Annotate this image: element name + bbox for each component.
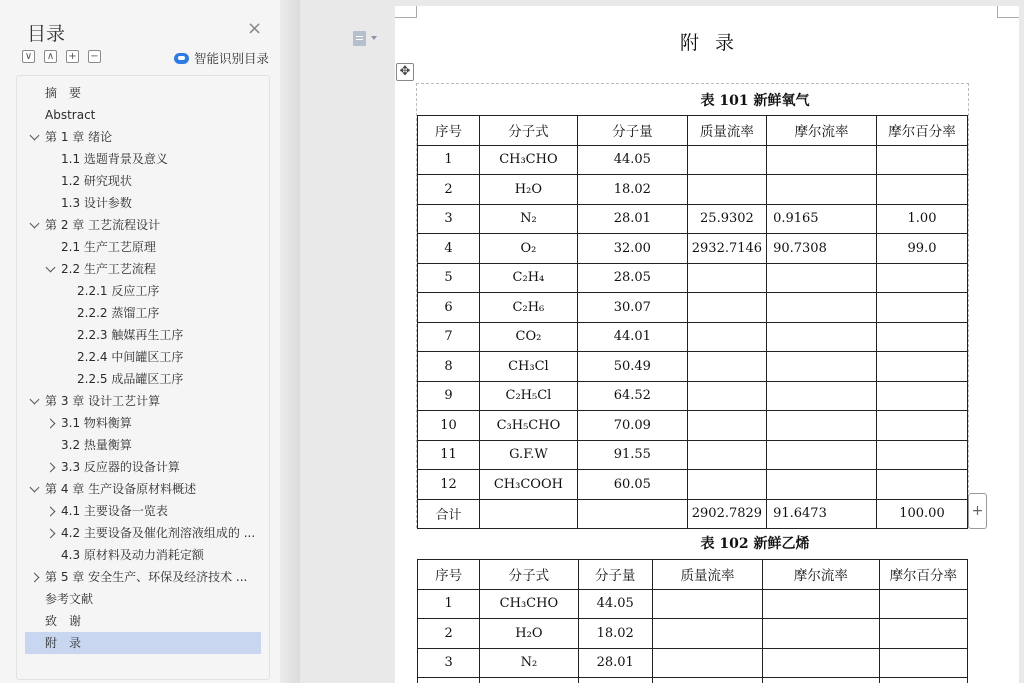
table-cell[interactable]	[479, 499, 577, 529]
table-row	[418, 204, 968, 234]
toc-item-label: 2.2.4 中间罐区工序	[77, 350, 184, 364]
table-cell[interactable]: 91.55	[577, 440, 687, 470]
table-row	[418, 440, 968, 470]
toc-list-box	[16, 75, 270, 680]
margin-corner-mark	[395, 6, 417, 18]
table-cell[interactable]: 7	[418, 322, 480, 352]
table-cell[interactable]: 70.09	[577, 411, 687, 441]
toc-item[interactable]	[17, 214, 269, 236]
table-cell[interactable]	[879, 589, 967, 619]
toc-item[interactable]	[17, 258, 269, 280]
table-cell[interactable]: 合计	[418, 499, 480, 529]
table-cell[interactable]	[652, 589, 762, 619]
chevron-right-icon[interactable]	[46, 463, 56, 473]
table-cell[interactable]: 11	[418, 440, 480, 470]
table-cell[interactable]	[767, 381, 877, 411]
smart-toc-button[interactable]	[174, 49, 269, 67]
table-cell[interactable]: 12	[418, 470, 480, 500]
smart-toc-label: 智能识别目录	[194, 51, 270, 66]
toc-item[interactable]	[17, 148, 269, 170]
table-cell[interactable]	[763, 678, 879, 683]
table-row	[418, 619, 968, 649]
table-header-cell[interactable]: 摩尔流率	[767, 116, 877, 146]
chevron-right-icon[interactable]	[46, 419, 56, 429]
toc-item-label: 2.2.3 触媒再生工序	[77, 328, 184, 342]
expand-up-button[interactable]: ∧	[44, 50, 57, 63]
table-cell[interactable]: 2	[418, 175, 480, 205]
table-cell[interactable]: 44.01	[577, 322, 687, 352]
toc-item[interactable]	[17, 104, 269, 126]
table-cell[interactable]	[687, 145, 766, 175]
table-cell[interactable]: 44.05	[577, 145, 687, 175]
table-cell[interactable]	[876, 411, 967, 441]
table-cell[interactable]: 91.6473	[767, 499, 877, 529]
table-cell[interactable]	[767, 175, 877, 205]
cloud-icon	[174, 53, 189, 64]
add-column-button[interactable]: +	[968, 493, 987, 529]
table-cell[interactable]	[687, 322, 766, 352]
toc-toolbar	[22, 50, 101, 63]
table-row	[418, 322, 968, 352]
table-cell[interactable]: 99.0	[876, 234, 967, 264]
table-cell[interactable]: 2932.7146	[687, 234, 766, 264]
toc-panel	[0, 0, 280, 683]
toc-item[interactable]	[17, 412, 269, 434]
table-header-cell[interactable]: 质量流率	[652, 560, 762, 590]
toc-item-label: 第 4 章 生产设备原材料概述	[45, 482, 197, 496]
table-cell[interactable]: 0.9165	[767, 204, 877, 234]
table-cell[interactable]: 8	[418, 352, 480, 382]
document-page	[395, 6, 1019, 683]
table-cell[interactable]	[767, 352, 877, 382]
table-cell[interactable]	[876, 175, 967, 205]
table-cell[interactable]	[767, 470, 877, 500]
table-cell[interactable]	[879, 678, 967, 683]
toc-item[interactable]	[17, 522, 269, 544]
chevron-down-icon[interactable]	[30, 483, 40, 493]
table-row	[418, 648, 968, 678]
table-cell[interactable]: G.F.W	[479, 440, 577, 470]
table-cell[interactable]	[767, 145, 877, 175]
toc-item-label: 3.3 反应器的设备计算	[61, 460, 180, 474]
table-cell[interactable]	[876, 352, 967, 382]
toc-item-label: 摘 要	[45, 86, 82, 100]
toc-item-label: 1.1 选题背景及意义	[61, 152, 168, 166]
toc-item-label: 2.2.2 蒸馏工序	[77, 306, 160, 320]
toc-item-label: 参考文献	[45, 592, 94, 606]
toc-item[interactable]	[17, 192, 269, 214]
table-row	[418, 352, 968, 382]
table-cell[interactable]: C₂H₄	[479, 263, 577, 293]
table-cell[interactable]: 1	[418, 145, 480, 175]
toc-item-label: 2.1 生产工艺原理	[61, 240, 156, 254]
table-cell[interactable]: 60.05	[577, 470, 687, 500]
table-cell[interactable]	[876, 470, 967, 500]
table-cell[interactable]: 28.01	[578, 648, 652, 678]
table-cell[interactable]: 100.00	[876, 499, 967, 529]
panel-splitter[interactable]	[280, 0, 300, 683]
table-cell[interactable]: N₂	[480, 648, 578, 678]
table-header-cell[interactable]: 序号	[418, 116, 480, 146]
chevron-right-icon[interactable]	[30, 573, 40, 583]
toc-item-label: 4.1 主要设备一览表	[61, 504, 168, 518]
table-cell[interactable]	[418, 678, 480, 683]
table-cell[interactable]	[876, 263, 967, 293]
toc-item[interactable]	[17, 324, 269, 346]
table-header-cell[interactable]: 摩尔百分率	[879, 560, 967, 590]
margin-corner-mark	[997, 6, 1019, 18]
table-cell[interactable]: 4	[418, 234, 480, 264]
table-row	[418, 175, 968, 205]
toc-item[interactable]	[17, 500, 269, 522]
table-cell[interactable]	[687, 381, 766, 411]
toc-item-label: 第 5 章 安全生产、环保及经济技术 ...	[45, 570, 248, 584]
table-caption: 表 102 新鲜乙烯	[700, 536, 810, 552]
table-cell[interactable]	[480, 678, 578, 683]
table-cell[interactable]	[577, 499, 687, 529]
toc-item[interactable]	[17, 236, 269, 258]
table-row	[418, 293, 968, 323]
table-cell[interactable]	[763, 648, 879, 678]
remove-heading-button[interactable]: −	[88, 50, 101, 63]
chevron-down-icon[interactable]	[30, 395, 40, 405]
table-cell[interactable]	[687, 470, 766, 500]
table-cell[interactable]: 2	[418, 619, 480, 649]
table-move-handle-icon[interactable]: ✥	[396, 63, 414, 81]
table-cell[interactable]: 3	[418, 648, 480, 678]
table-cell[interactable]	[652, 678, 762, 683]
toc-item[interactable]	[17, 390, 269, 412]
table-cell[interactable]: 2902.7829	[687, 499, 766, 529]
table-cell[interactable]: 6	[418, 293, 480, 323]
toc-item[interactable]	[17, 302, 269, 324]
table-header-cell[interactable]: 分子式	[480, 560, 578, 590]
table-cell[interactable]: CH₃COOH	[479, 470, 577, 500]
table-cell[interactable]: 64.52	[577, 381, 687, 411]
toc-item[interactable]	[17, 170, 269, 192]
table-cell[interactable]: 10	[418, 411, 480, 441]
table-cell[interactable]	[876, 322, 967, 352]
table-cell[interactable]: N₂	[479, 204, 577, 234]
table-cell[interactable]	[687, 263, 766, 293]
table-row	[418, 381, 968, 411]
toc-item[interactable]	[17, 544, 269, 566]
table-cell[interactable]	[767, 293, 877, 323]
table-row	[418, 234, 968, 264]
table-cell[interactable]	[578, 678, 652, 683]
table-cell[interactable]: CH₃CHO	[480, 589, 578, 619]
close-icon[interactable]: ×	[247, 18, 263, 39]
toc-item-label: 致 谢	[45, 614, 82, 628]
table-cell[interactable]	[876, 145, 967, 175]
table-cell[interactable]: 50.49	[577, 352, 687, 382]
chevron-down-icon[interactable]	[46, 263, 56, 273]
table-cell[interactable]	[767, 263, 877, 293]
table-cell[interactable]: O₂	[479, 234, 577, 264]
table-cell[interactable]	[687, 352, 766, 382]
table-cell[interactable]	[879, 619, 967, 649]
table-cell[interactable]: H₂O	[480, 619, 578, 649]
table-cell[interactable]: H₂O	[479, 175, 577, 205]
table-cell[interactable]: C₃H₅CHO	[479, 411, 577, 441]
table-cell[interactable]	[876, 440, 967, 470]
toc-item[interactable]	[17, 82, 269, 104]
toc-item-label: Abstract	[45, 108, 96, 122]
table-header-cell[interactable]: 摩尔百分率	[876, 116, 967, 146]
data-table-ethylene[interactable]	[417, 559, 968, 683]
table-row	[418, 678, 968, 683]
toc-item[interactable]	[17, 566, 269, 588]
chevron-down-icon[interactable]	[30, 131, 40, 141]
table-cell[interactable]	[763, 589, 879, 619]
toc-item[interactable]	[25, 632, 261, 654]
toc-item-label: 第 3 章 设计工艺计算	[45, 394, 161, 408]
table-row	[418, 263, 968, 293]
table-cell[interactable]	[767, 411, 877, 441]
toc-item-label: 3.2 热量衡算	[61, 438, 132, 452]
table-cell[interactable]: 5	[418, 263, 480, 293]
toc-item[interactable]	[17, 610, 269, 632]
table-cell[interactable]	[767, 322, 877, 352]
toc-item[interactable]	[17, 478, 269, 500]
data-table-oxygen[interactable]	[417, 115, 968, 529]
toc-list	[17, 82, 269, 654]
table-cell[interactable]: 3	[418, 204, 480, 234]
table-cell[interactable]: 28.05	[577, 263, 687, 293]
page-title: 附录	[679, 32, 750, 54]
table-cell[interactable]: CH₃CHO	[479, 145, 577, 175]
table-cell[interactable]	[687, 411, 766, 441]
toc-item-label: 2.2.1 反应工序	[77, 284, 160, 298]
table-cell[interactable]: 90.7308	[767, 234, 877, 264]
table-cell[interactable]: 18.02	[578, 619, 652, 649]
table-cell[interactable]	[763, 619, 879, 649]
table-cell[interactable]: 1.00	[876, 204, 967, 234]
table-cell[interactable]	[767, 440, 877, 470]
table-row	[418, 499, 968, 529]
toc-item-label: 4.2 主要设备及催化剂溶液组成的 ...	[61, 526, 256, 540]
table-cell[interactable]	[879, 648, 967, 678]
table-header-cell[interactable]: 质量流率	[687, 116, 766, 146]
table-cell[interactable]: 44.05	[578, 589, 652, 619]
dropdown-caret-icon[interactable]	[371, 36, 377, 40]
table-cell[interactable]: C₂H₅Cl	[479, 381, 577, 411]
add-heading-button[interactable]: +	[66, 50, 79, 63]
toc-item-label: 3.1 物料衡算	[61, 416, 132, 430]
toc-item-label: 1.3 设计参数	[61, 196, 132, 210]
document-area	[300, 0, 1024, 683]
toc-item-label: 1.2 研究现状	[61, 174, 132, 188]
collapse-all-button[interactable]: ∨	[22, 50, 35, 63]
toc-item[interactable]	[17, 126, 269, 148]
table-cell[interactable]	[652, 619, 762, 649]
table-cell[interactable]: 9	[418, 381, 480, 411]
table-cell[interactable]	[687, 175, 766, 205]
table-header-cell[interactable]: 分子量	[577, 116, 687, 146]
toc-item[interactable]	[17, 346, 269, 368]
table-cell[interactable]: 28.01	[577, 204, 687, 234]
toc-item-label: 2.2.5 成品罐区工序	[77, 372, 184, 386]
toc-item-label: 第 1 章 绪论	[45, 130, 113, 144]
toc-item-label: 2.2 生产工艺流程	[61, 262, 156, 276]
table-header-cell[interactable]: 摩尔流率	[763, 560, 879, 590]
table-row	[418, 589, 968, 619]
chevron-down-icon[interactable]	[30, 219, 40, 229]
toc-item[interactable]	[17, 588, 269, 610]
table-header-cell[interactable]: 序号	[418, 560, 480, 590]
table-cell[interactable]: 1	[418, 589, 480, 619]
table-cell[interactable]: 25.9302	[687, 204, 766, 234]
table-row	[418, 411, 968, 441]
toc-item[interactable]	[17, 280, 269, 302]
table-row	[418, 470, 968, 500]
toc-item-label: 4.3 原材料及动力消耗定额	[61, 548, 204, 562]
table-cell[interactable]	[687, 440, 766, 470]
toc-item-label: 第 2 章 工艺流程设计	[45, 218, 161, 232]
document-icon[interactable]	[353, 31, 366, 46]
table-caption: 表 101 新鲜氧气	[700, 93, 810, 109]
table-cell[interactable]	[876, 293, 967, 323]
table-header-row	[418, 116, 968, 146]
toc-title: 目录	[27, 23, 66, 45]
chevron-right-icon[interactable]	[46, 507, 56, 517]
table-cell[interactable]: 18.02	[577, 175, 687, 205]
table-cell[interactable]: C₂H₆	[479, 293, 577, 323]
table-cell[interactable]	[687, 293, 766, 323]
table-cell[interactable]: CH₃Cl	[479, 352, 577, 382]
toc-item[interactable]	[17, 434, 269, 456]
chevron-right-icon[interactable]	[46, 529, 56, 539]
table-header-row	[418, 560, 968, 590]
toc-item-label: 附 录	[45, 636, 82, 650]
toc-item[interactable]	[17, 456, 269, 478]
table-cell[interactable]: 30.07	[577, 293, 687, 323]
table-cell[interactable]: CO₂	[479, 322, 577, 352]
table-cell[interactable]	[876, 381, 967, 411]
table-cell[interactable]: 32.00	[577, 234, 687, 264]
table-cell[interactable]	[652, 648, 762, 678]
table-row	[418, 145, 968, 175]
table-header-cell[interactable]: 分子量	[578, 560, 652, 590]
table-header-cell[interactable]: 分子式	[479, 116, 577, 146]
toc-item[interactable]	[17, 368, 269, 390]
